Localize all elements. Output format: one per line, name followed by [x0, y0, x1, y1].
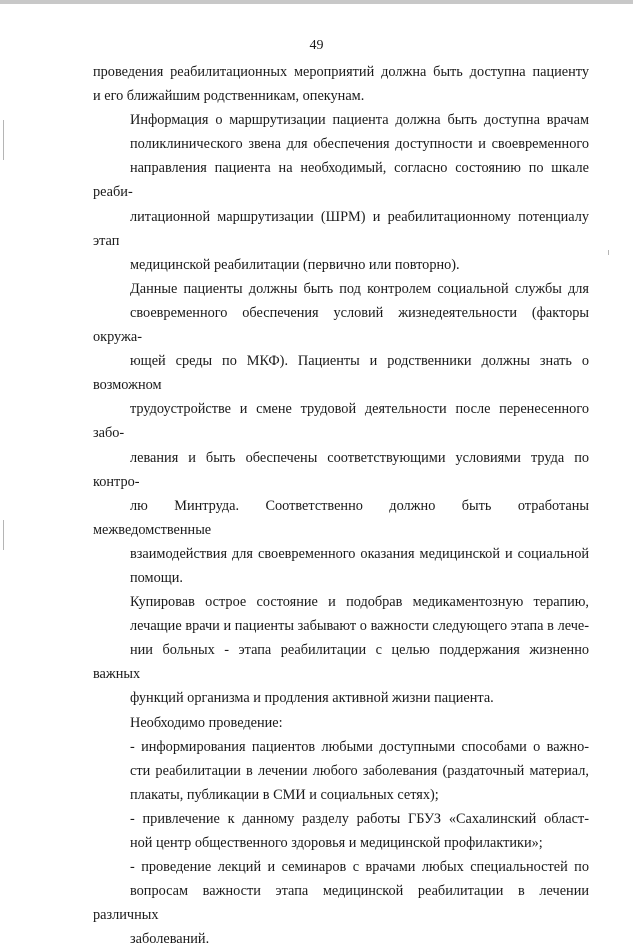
text-line: своевременного обеспечения условий жизнедеятельности (факторы окружа- — [93, 304, 589, 346]
text-line: Данные пациенты должны быть под контролем социальной службы для — [130, 280, 589, 297]
text-line: функций организма и продления активной жизни пациента. — [130, 690, 494, 707]
scan-mark — [3, 120, 4, 160]
scan-mark — [3, 520, 4, 550]
list-item-lectures — [93, 855, 589, 951]
text-line: заболеваний. — [130, 931, 210, 948]
text-line: Купировав острое состояние и подобрав медикаментозную терапию, — [130, 594, 589, 611]
list-item-involvement — [93, 807, 589, 855]
text-line: - привлечение к данному разделу работы ГБУЗ «Сахалинский област- — [130, 810, 589, 827]
paragraph-rehab-stage — [93, 590, 589, 710]
list-item-informing — [93, 735, 589, 807]
text-line: Необходимо проведение: — [130, 714, 283, 731]
text-line: Информация о маршрутизации пациента должна быть доступна врачам — [130, 112, 589, 129]
paragraph-social-service — [93, 277, 589, 590]
paragraph-required-actions — [93, 711, 589, 735]
text-line: направления пациента на необходимый, согласно состоянию по шкале реаби- — [93, 160, 589, 201]
text-line: плакаты, публикации в СМИ и социальных сетях); — [130, 786, 439, 803]
text-line: сти реабилитации в лечении любого заболевания (раздаточный материал, — [130, 762, 589, 779]
text-line: проведения реабилитационных мероприятий должна быть доступна пациенту — [93, 64, 589, 80]
page-body — [93, 60, 589, 951]
scan-top-edge — [0, 0, 633, 4]
text-line: медицинской реабилитации (первично или повторно). — [130, 256, 460, 273]
text-line: трудоустройстве и смене трудовой деятельности после перенесенного забо- — [93, 401, 589, 442]
text-line: литационной маршрутизации (ШРМ) и реабилитационному потенциалу этап — [93, 208, 589, 249]
text-line: ной центр общественного здоровья и медицинской профилактики»; — [130, 835, 543, 851]
text-line: и его ближайшим родственникам, опекунам. — [93, 88, 365, 105]
text-line: взаимодействия для своевременного оказания медицинской и социальной — [130, 545, 589, 562]
text-line: поликлинического звена для обеспечения доступности и своевременного — [130, 136, 589, 153]
scan-mark — [608, 250, 609, 255]
text-line: - информирования пациентов любыми доступными способами о важно- — [130, 738, 589, 755]
text-line: ющей среды по МКФ). Пациенты и родственники должны знать о возможном — [93, 353, 589, 394]
paragraph-routing-info — [93, 108, 589, 277]
text-line: вопросам важности этапа медицинской реабилитации в лечении различных — [93, 883, 589, 924]
text-line: - проведение лекций и семинаров с врачами любых специальностей по — [130, 859, 589, 876]
text-line: помощи. — [130, 569, 183, 586]
text-line: левания и быть обеспечены соответствующими условиями труда по контро- — [93, 449, 589, 490]
text-line: лю Минтруда. Соответственно должно быть отработаны межведомственные — [93, 497, 589, 538]
text-line: лечащие врачи и пациенты забывают о важности следующего этапа в лече- — [130, 618, 589, 635]
page-number: 49 — [309, 38, 324, 53]
paragraph-continuation — [93, 60, 589, 108]
text-line: нии больных - этапа реабилитации с целью поддержания жизненно важных — [93, 642, 589, 683]
